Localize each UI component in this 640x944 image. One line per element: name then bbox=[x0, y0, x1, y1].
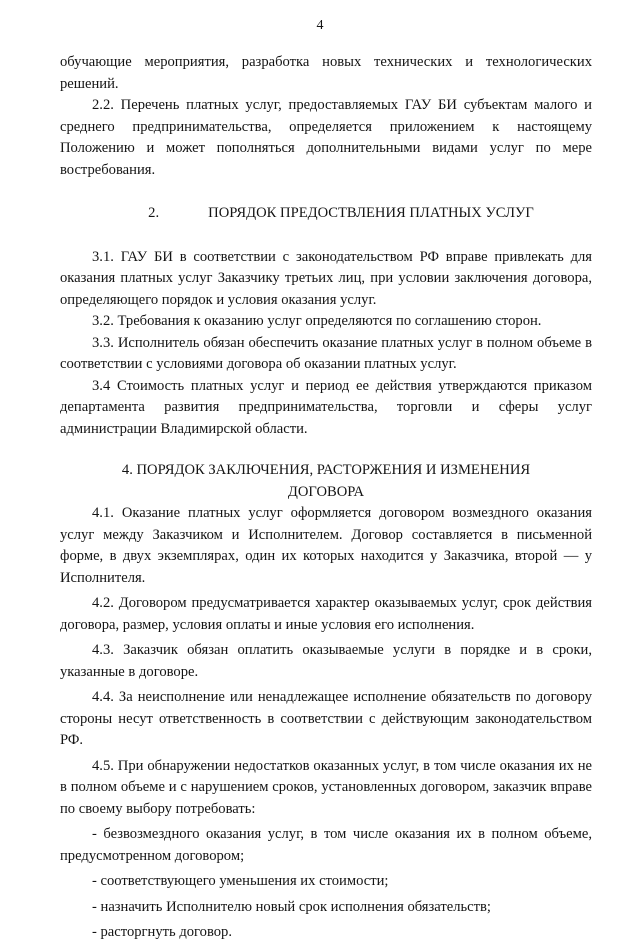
section-2-title: ПОРЯДОК ПРЕДОСТВЛЕНИЯ ПЛАТНЫХ УСЛУГ bbox=[208, 205, 534, 221]
document-body bbox=[60, 52, 592, 944]
section-2-number: 2. bbox=[148, 205, 160, 221]
list-item-4: - расторгнуть договор. bbox=[92, 924, 232, 940]
paragraph-3-4: 3.4 Стоимость платных услуг и период ее действия утверждаются приказом департамента развития предпринимательства, торговли и сферы услуг администрации Владимирской области. bbox=[60, 377, 592, 437]
paragraph-4-2: 4.2. Договором предусматривается характер оказываемых услуг, срок действия договора, размер, условия оплаты и иные условия его исполнения. bbox=[60, 595, 592, 633]
paragraph-4-5: 4.5. При обнаружении недостатков оказанных услуг, в том числе оказания их не в полном объеме и с нарушением сроков, установленных договором, заказчик вправе по своему выбору потребовать: bbox=[60, 757, 592, 817]
list-item-3: - назначить Исполнителю новый срок исполнения обязательств; bbox=[92, 898, 491, 915]
page-number: 4 bbox=[316, 18, 324, 33]
paragraph-3-1: 3.1. ГАУ БИ в соответствии с законодательством РФ вправе привлекать для оказания платных услуг Заказчику третьих лиц, при условии заключения договора, определяющего порядок и условия оказания услуг. bbox=[60, 248, 592, 308]
paragraph-4-4: 4.4. За неисполнение или ненадлежащее исполнение обязательств по договору стороны несут ответственность в соответствии с действующим законодательством РФ. bbox=[60, 689, 592, 748]
paragraph-3-3: 3.3. Исполнитель обязан обеспечить оказание платных услуг в полном объеме в соответствии с условиями договора об оказании платных услуг. bbox=[60, 334, 592, 372]
paragraph-4-1: 4.1. Оказание платных услуг оформляется договором возмездного оказания услуг между Заказчиком и Исполнителем. Договор составляется в письменной форме, в двух экземплярах, один их которых находится у Заказчика, второй — у Исполнителя. bbox=[60, 505, 592, 586]
list-item-1: - безвозмездного оказания услуг, в том числе оказания их в полном объеме, предусмотренном договором; bbox=[60, 826, 592, 864]
list-item-2: - соответствующего уменьшения их стоимости; bbox=[92, 873, 389, 889]
paragraph-3-2: 3.2. Требования к оказанию услуг определяются по соглашению сторон. bbox=[92, 313, 542, 329]
paragraph-2-2: 2.2. Перечень платных услуг, предоставляемых ГАУ БИ субъектам малого и среднего предпринимательства, определяется приложением к настоящему Положению и может пополняться дополнительными видами услуг по мере востребования. bbox=[60, 97, 592, 178]
paragraph-4-3: 4.3. Заказчик обязан оплатить оказываемые услуги в порядке и в сроки, указанные в договоре. bbox=[60, 642, 592, 680]
paragraph-continuation: обучающие мероприятия, разработка новых технических и технологических решений. bbox=[60, 54, 592, 92]
section-4-title-line-1: 4. ПОРЯДОК ЗАКЛЮЧЕНИЯ, РАСТОРЖЕНИЯ И ИЗМЕНЕНИЯ bbox=[121, 462, 531, 478]
section-2-heading bbox=[60, 203, 592, 225]
section-4-heading bbox=[60, 460, 592, 503]
section-4-title-line-2: ДОГОВОРА bbox=[287, 483, 365, 500]
